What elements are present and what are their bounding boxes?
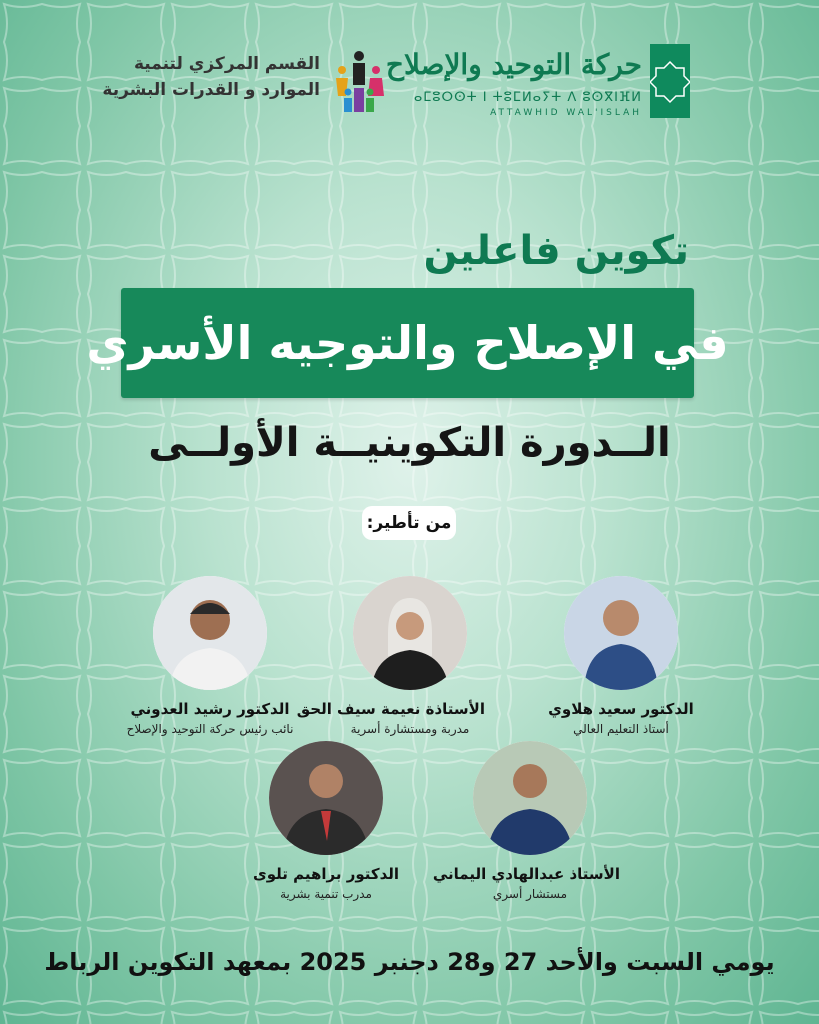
movement-name-arabic: حركة التوحيد والإصلاح (385, 48, 642, 81)
movement-name-tifinagh: ⴰⵎⵓⵔⵙⵜ ⵏ ⵜⵓⵎⵍⴰⵢⵜ ⴷ ⵓⵙⴳⵏⴼⵍ (413, 90, 642, 105)
speaker-name: الدكتور رشيد العدوني (130, 700, 290, 718)
movement-name-latin: ATTAWHID WAL'ISLAH (490, 108, 642, 118)
speaker-role: مدربة ومستشارة أسرية (350, 722, 470, 736)
speaker-role: مستشار أسري (492, 887, 568, 901)
speaker-name: الأستاذ عبدالهادي اليماني (432, 865, 620, 883)
speaker-card (296, 576, 485, 736)
department-name-line1: القسم المركزي لتنمية (133, 54, 320, 74)
session-title: الــدورة التكوينيــة الأولــى (148, 420, 671, 466)
human-figures-icon (328, 48, 390, 114)
speaker-name: الدكتور براهيم تلوى (252, 865, 400, 883)
speaker-name: الدكتور سعيد هلاوي (548, 700, 694, 718)
speaker-card (546, 576, 696, 736)
speaker-card (432, 741, 620, 901)
event-date-location: يومي السبت والأحد 27 و28 دجنبر 2025 بمعهد التكوين الرباط (44, 948, 775, 976)
speaker-photo (473, 741, 587, 855)
speaker-role: أستاذ التعليم العالي (573, 722, 669, 736)
speaker-photo (269, 741, 383, 855)
speaker-card (246, 741, 406, 901)
geometric-badge-icon (650, 44, 690, 118)
title-banner (86, 288, 729, 398)
speaker-role: مدرب تنمية بشرية (280, 887, 372, 901)
supervision-label: من تأطير: (362, 506, 456, 540)
title-line1: تكوين فاعلين (423, 228, 689, 274)
title-banner-text: في الإصلاح والتوجيه الأسري (86, 316, 729, 370)
movement-logo (385, 44, 690, 124)
speaker-photo (353, 576, 467, 690)
department-name-line2: الموارد و القدرات البشرية (102, 80, 320, 100)
speaker-card (120, 576, 300, 736)
speaker-role: نائب رئيس حركة التوحيد والإصلاح (126, 722, 294, 736)
department-logo (102, 48, 390, 118)
speaker-photo (564, 576, 678, 690)
speaker-name: الأستاذة نعيمة سيف الحق (296, 700, 485, 718)
speaker-photo (153, 576, 267, 690)
